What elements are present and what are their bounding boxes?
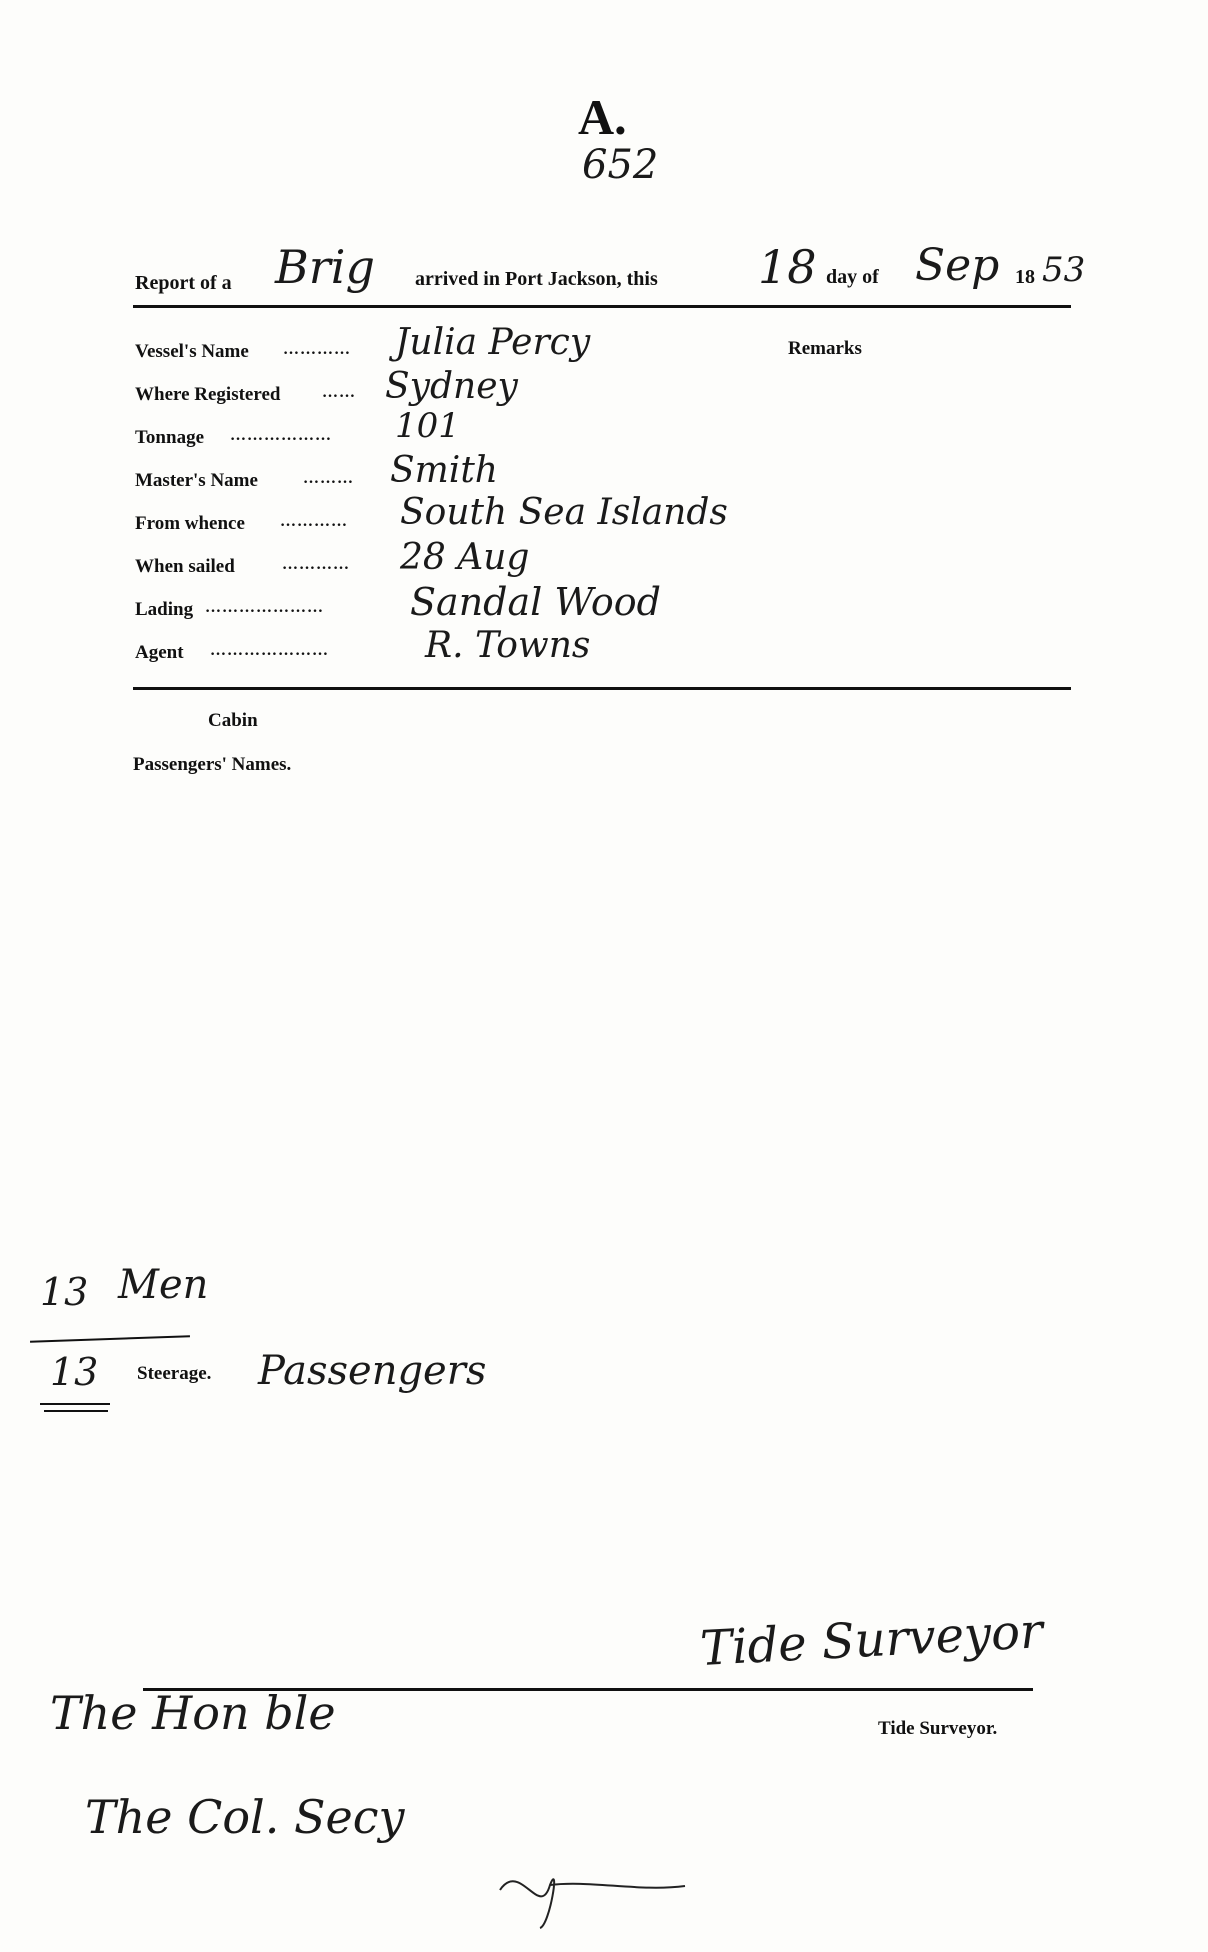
field-value: Julia Percy <box>395 322 591 363</box>
field-label: Vessel's Name <box>135 341 249 362</box>
top-rule <box>133 305 1071 308</box>
field-value: Sydney <box>385 366 518 407</box>
signature-title: Tide Surveyor. <box>878 1718 998 1739</box>
report-day: 18 <box>758 240 817 294</box>
field-label: Where Registered <box>135 384 281 405</box>
field-leader: ……… <box>303 470 354 487</box>
bottom-rule <box>133 687 1071 690</box>
field-leader: ………… <box>283 341 351 358</box>
report-day-of: day of <box>826 266 879 288</box>
field-value: 28 Aug <box>400 537 530 578</box>
report-prefix: Report of a <box>135 272 232 294</box>
field-leader: ………… <box>282 556 350 573</box>
remarks-label: Remarks <box>788 338 862 359</box>
count-underline <box>30 1335 190 1343</box>
flourish-mark <box>490 1850 690 1930</box>
count-double-underline-2 <box>44 1410 108 1412</box>
field-value: R. Towns <box>425 625 591 666</box>
field-leader: ………… <box>280 513 348 530</box>
report-month: Sep <box>915 240 1000 291</box>
field-leader: ………………… <box>205 599 324 616</box>
steerage-count: 13 <box>50 1350 99 1394</box>
men-count: 13 <box>40 1270 89 1314</box>
count-double-underline-1 <box>40 1403 110 1405</box>
field-leader: ………………… <box>210 642 329 659</box>
field-label: From whence <box>135 513 245 534</box>
address-line-2: The Col. Secy <box>85 1790 405 1844</box>
field-value: 101 <box>395 406 460 446</box>
men-label: Men <box>118 1262 209 1308</box>
vessel-type: Brig <box>275 240 375 294</box>
field-label: Tonnage <box>135 427 204 448</box>
field-label: When sailed <box>135 556 235 577</box>
address-line-1: The Hon ble <box>50 1686 336 1740</box>
form-letter: A. <box>578 89 627 145</box>
field-value: Sandal Wood <box>410 580 661 624</box>
reference-number: 652 <box>582 142 659 188</box>
report-middle: arrived in Port Jackson, this <box>415 268 658 290</box>
field-leader: …… <box>322 384 356 401</box>
steerage-label: Steerage. <box>137 1363 212 1384</box>
report-year-prefix: 18 <box>1015 266 1035 288</box>
cabin-label: Cabin <box>208 710 258 731</box>
field-leader: ……………… <box>230 427 332 444</box>
steerage-note: Passengers <box>258 1348 487 1394</box>
signature: Tide Surveyor <box>698 1603 1045 1677</box>
field-label: Master's Name <box>135 470 258 491</box>
report-year-suffix: 53 <box>1042 250 1086 290</box>
field-label: Agent <box>135 642 184 663</box>
field-value: South Sea Islands <box>400 492 728 533</box>
field-value: Smith <box>390 450 498 491</box>
passenger-names-label: Passengers' Names. <box>133 754 292 775</box>
field-label: Lading <box>135 599 194 620</box>
